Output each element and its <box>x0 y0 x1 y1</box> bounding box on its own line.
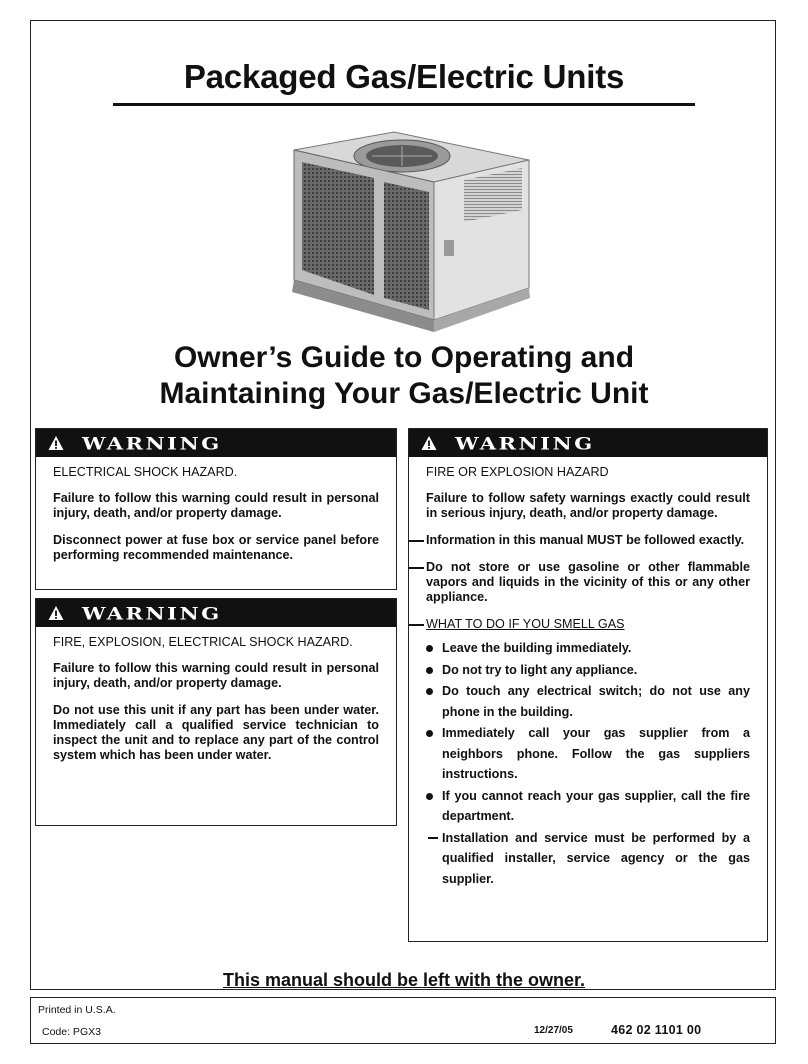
hazard-title: FIRE, EXPLOSION, ELECTRICAL SHOCK HAZARD. <box>53 635 353 649</box>
title-underline <box>113 103 695 106</box>
warning-consequence: Failure to follow this warning could result in personal injury, death, and/or property damage. <box>53 491 379 520</box>
print-info-box <box>30 997 776 1044</box>
print-date: 12/27/05 <box>534 1025 573 1036</box>
bullet-icon <box>426 730 433 737</box>
guide-subtitle <box>0 340 808 412</box>
list-item: Do touch any electrical switch; do not use any phone in the building. <box>426 681 750 722</box>
owner-note: This manual should be left with the owner. <box>222 970 586 990</box>
flammable-warning: Do not store or use gasoline or other flammable vapors and liquids in the vicinity of this or any other appliance. <box>426 560 750 605</box>
dash-marker <box>409 567 424 569</box>
part-number: 462 02 1101 00 <box>611 1023 702 1037</box>
warning-label: WARNING <box>82 433 222 453</box>
list-item: If you cannot reach your gas supplier, call the fire department. <box>426 786 750 827</box>
dash-marker <box>428 837 438 839</box>
bullet-icon <box>426 667 433 674</box>
hvac-unit-photo <box>284 120 534 335</box>
warning-header <box>36 599 396 627</box>
dash-marker <box>409 624 424 626</box>
warning-instruction: Disconnect power at fuse box or service panel before performing recommended maintenance. <box>53 533 379 562</box>
product-code: Code: PGX3 <box>42 1026 101 1038</box>
warning-consequence: Failure to follow this warning could result in personal injury, death, and/or property damage. <box>53 661 379 690</box>
hazard-title: FIRE OR EXPLOSION HAZARD <box>426 465 609 479</box>
warning-label: WARNING <box>82 603 222 623</box>
warning-label: WARNING <box>455 433 595 453</box>
list-item: Leave the building immediately. <box>426 638 750 659</box>
list-item: Do not try to light any appliance. <box>426 660 750 681</box>
bullet-icon <box>426 688 433 695</box>
dash-marker <box>409 540 424 542</box>
bullet-icon <box>426 793 433 800</box>
warning-instruction: Do not use this unit if any part has been under water. Immediately call a qualified service technician to inspect the unit and to replace any part of the control system which has been under water. <box>53 703 379 762</box>
warning-header <box>409 429 767 457</box>
smell-gas-heading: WHAT TO DO IF YOU SMELL GAS <box>426 617 750 632</box>
manual-instruction: Information in this manual MUST be followed exactly. <box>426 533 750 548</box>
list-item: Immediately call your gas supplier from a neighbors phone. Follow the gas suppliers instructions. <box>426 723 750 785</box>
warning-box-fire-explosion-shock <box>35 598 397 826</box>
subtitle-line-2: Maintaining Your Gas/Electric Unit <box>159 377 649 410</box>
bullet-icon <box>426 645 433 652</box>
warning-triangle-icon <box>48 605 64 621</box>
printed-in: Printed in U.S.A. <box>38 1004 116 1016</box>
installation-note: Installation and service must be performed by a qualified installer, service agency or the gas supplier. <box>426 828 750 890</box>
warning-triangle-icon <box>48 435 64 451</box>
warning-triangle-icon <box>421 435 437 451</box>
warning-header <box>36 429 396 457</box>
page-title: Packaged Gas/Electric Units <box>183 58 625 95</box>
subtitle-line-1: Owner’s Guide to Operating and <box>173 341 635 374</box>
warning-box-fire-explosion <box>408 428 768 942</box>
smell-gas-steps <box>426 638 750 827</box>
hazard-title: ELECTRICAL SHOCK HAZARD. <box>53 465 238 479</box>
warning-consequence: Failure to follow safety warnings exactly could result in serious injury, death, and/or property damage. <box>426 491 750 520</box>
warning-box-electrical-shock <box>35 428 397 590</box>
